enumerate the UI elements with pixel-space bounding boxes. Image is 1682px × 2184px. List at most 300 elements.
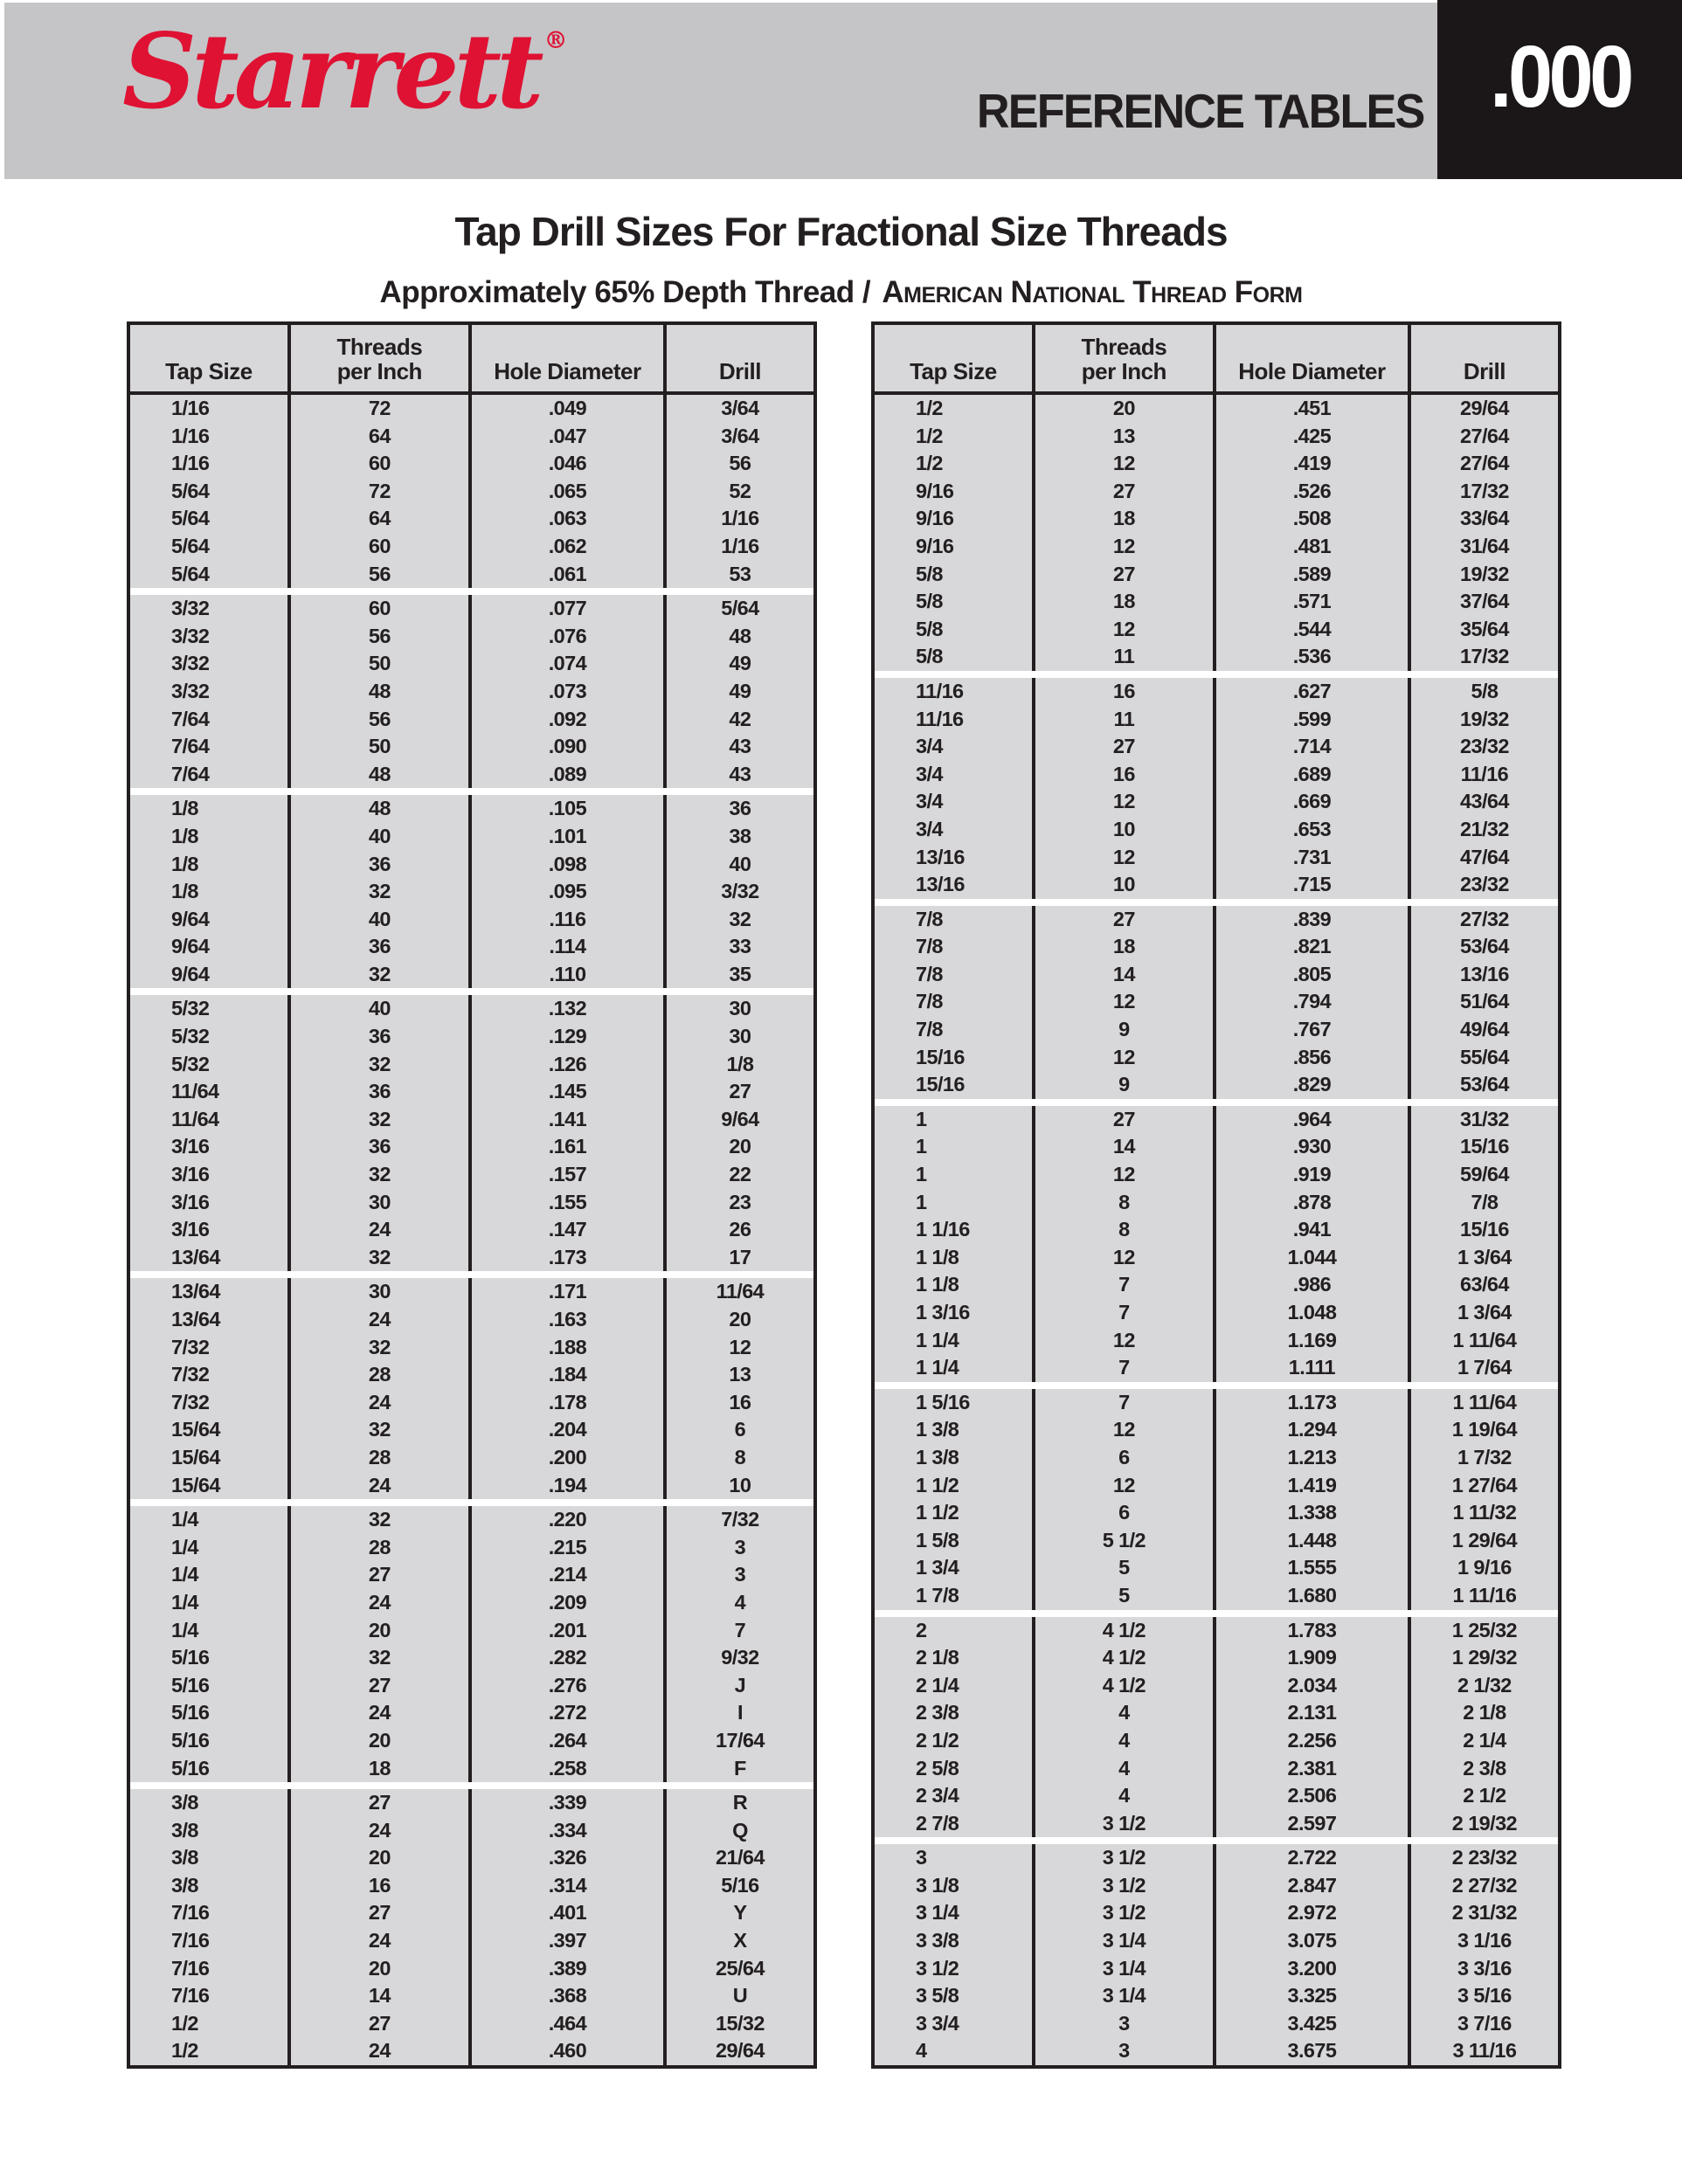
table-cell: 6 [1035,1444,1216,1472]
table-row [130,1361,813,1389]
table-cell: 2 5/8 [875,1755,1035,1783]
table-cell: 27 [291,1672,472,1700]
table-cell: 27 [291,1561,472,1589]
table-cell: 23/32 [1460,735,1509,758]
table-row [875,1644,1558,1672]
table-cell: 3/4 [875,816,1035,844]
table-cell: 28 [291,1444,472,1472]
table-cell: 28 [291,1361,472,1389]
table-row [875,1327,1558,1355]
table-cell: 15/16 [1460,1218,1509,1241]
table-cell: 27 [291,1789,472,1817]
table-cell: 5 1/2 [1035,1527,1216,1555]
table-cell: 14 [291,1982,472,2010]
table-cell: 20 [291,1955,472,1983]
table-cell: 72 [291,395,472,423]
table-row [875,1755,1558,1783]
table-cell: 1/16 [721,507,759,530]
table-cell: 11/64 [130,1078,291,1106]
table-cell: .276 [472,1672,667,1700]
table-cell: 63/64 [1460,1273,1509,1296]
table-row [130,1982,813,2010]
table-cell: 3 1/4 [1035,1927,1216,1955]
table-cell: 3/8 [130,1872,291,1900]
table-cell: 5/8 [875,588,1035,616]
table-cell: 36 [291,933,472,961]
table-cell: 1/8 [130,851,291,879]
table-row [875,706,1558,734]
table-cell: 21/32 [1460,817,1509,840]
table-cell: 16 [1035,678,1216,706]
table-cell: 1 29/64 [1451,1528,1518,1552]
table-cell: 26 [729,1218,751,1241]
table-cell: 5/64 [721,597,759,620]
table-cell: 60 [291,533,472,561]
table-cell: .204 [472,1416,667,1444]
table-row [875,423,1558,451]
table-cell: 43 [729,762,751,785]
table-cell: .669 [1216,788,1411,816]
table-row [130,933,813,961]
table-row [875,844,1558,872]
table-cell: 5/64 [130,533,291,561]
table-cell: .397 [472,1927,667,1955]
table-row [875,643,1558,671]
table-row [130,961,813,989]
group-separator [875,1382,1558,1389]
table-cell: 20 [291,1617,472,1645]
table-cell: 1 3/16 [875,1299,1035,1327]
table-cell: 27 [729,1080,751,1103]
table-cell: 9/64 [721,1107,759,1130]
table-cell: 1 25/32 [1451,1618,1518,1641]
table-cell: 1.555 [1216,1554,1411,1582]
table-row [130,561,813,589]
table-row [130,505,813,533]
table-cell: 5/32 [130,1051,291,1079]
table-cell: 1 [875,1106,1035,1134]
table-cell: .188 [472,1334,667,1362]
table-cell: .090 [472,733,667,761]
table-row [875,1244,1558,1272]
table-cell: 48 [729,624,751,647]
table-row [875,533,1558,561]
table-row [875,1106,1558,1134]
table-row [875,395,1558,423]
table-row [875,1071,1558,1099]
table-cell: 3 1/4 [875,1899,1035,1927]
table-cell: 4 [1035,1782,1216,1810]
table-row [875,1699,1558,1727]
table-cell: .464 [472,2010,667,2038]
table-cell: 27 [1035,906,1216,934]
table-cell: 32 [291,1244,472,1272]
table-cell: 40 [729,852,751,875]
table-cell: .986 [1216,1271,1411,1299]
table-cell: .856 [1216,1044,1411,1072]
table-cell: .930 [1216,1133,1411,1161]
table-cell: 12 [1035,1244,1216,1272]
table-cell: 1 5/16 [875,1389,1035,1417]
table-cell: 40 [291,906,472,934]
table-cell: .129 [472,1023,667,1051]
table-cell: 2.722 [1216,1844,1411,1872]
table-cell: .401 [472,1899,667,1927]
table-cell: 14 [1035,1133,1216,1161]
table-cell: 23/32 [1460,873,1509,896]
table-cell: 1 3/8 [875,1444,1035,1472]
table-cell: 5/16 [721,1873,759,1897]
table-row [130,1872,813,1900]
table-cell: 1/4 [130,1589,291,1617]
table-cell: 5/16 [130,1699,291,1727]
table-cell: 22 [729,1163,751,1186]
table-cell: 3/4 [875,761,1035,789]
table-cell: 5/64 [130,561,291,589]
table-cell: 38 [729,824,751,847]
table-cell: 2 3/8 [875,1699,1035,1727]
table-cell: .451 [1216,395,1411,423]
table-cell: .074 [472,650,667,678]
table-cell: 35/64 [1460,617,1509,640]
table-cell: 64 [291,423,472,451]
table-cell: X [733,1929,747,1952]
table-cell: 24 [291,1589,472,1617]
page-tab [1437,0,1682,179]
table-cell: 27/32 [1460,907,1509,930]
table-cell: .220 [472,1506,667,1534]
table-row [130,1133,813,1161]
table-cell: .508 [1216,505,1411,533]
table-row [130,1844,813,1872]
table-cell: 3/8 [130,1844,291,1872]
table-row [130,1078,813,1106]
table-cell: 1 1/4 [875,1354,1035,1382]
table-cell: .425 [1216,423,1411,451]
table-row [875,1844,1558,1872]
table-cell: 10 [1035,816,1216,844]
table-cell: 43 [729,735,751,758]
table-cell: 29/64 [716,2039,765,2063]
table-cell: 9/64 [130,961,291,989]
table-cell: 1/16 [130,395,291,423]
table-cell: .200 [472,1444,667,1472]
table-cell: 14 [1035,961,1216,989]
table-cell: 2 1/4 [1463,1728,1506,1752]
table-cell: 5/64 [130,478,291,506]
table-cell: 6 [734,1418,746,1441]
table-cell: 32 [291,1334,472,1362]
table-cell: 1/4 [130,1617,291,1645]
table-row [875,616,1558,644]
table-cell: 18 [1035,588,1216,616]
table-cell: 40 [291,823,472,851]
table-cell: 1 9/16 [1457,1556,1512,1579]
table-cell: .526 [1216,478,1411,506]
table-row [130,1106,813,1134]
table-row [130,1244,813,1272]
table-cell: 27/64 [1460,424,1509,447]
table-row [130,2010,813,2038]
table-cell: .272 [472,1699,667,1727]
table-row [875,1617,1558,1645]
table-row [130,1617,813,1645]
table-cell: .077 [472,595,667,623]
group-separator [875,899,1558,906]
table-row [130,995,813,1023]
table-cell: 9/64 [130,933,291,961]
table-cell: 1.448 [1216,1527,1411,1555]
table-cell: 24 [291,1389,472,1417]
table-cell: 2 1/2 [875,1727,1035,1755]
table-cell: 18 [291,1755,472,1783]
table-cell: 4 1/2 [1035,1644,1216,1672]
table-cell: .878 [1216,1189,1411,1217]
table-cell: 12 [1035,1327,1216,1355]
table-row [875,906,1558,934]
table-cell: 1 1/16 [875,1216,1035,1244]
table-cell: .076 [472,623,667,651]
table-cell: 12 [1035,616,1216,644]
table-cell: 3 [734,1535,746,1559]
table-cell: 7/64 [130,761,291,789]
table-cell: 3 5/16 [1457,1984,1512,2008]
table-cell: .049 [472,395,667,423]
table-cell: .101 [472,823,667,851]
table-cell: 27 [291,2010,472,2038]
table-cell: 7/16 [130,1927,291,1955]
table-cell: 3/16 [130,1189,291,1217]
table-cell: 7/32 [130,1334,291,1362]
table-cell: 1.173 [1216,1389,1411,1417]
table-cell: 12 [1035,844,1216,872]
table-cell: 1.294 [1216,1416,1411,1444]
table-cell: 5/8 [875,561,1035,589]
table-cell: 1/2 [875,450,1035,478]
table-cell: 7/8 [1471,1190,1499,1213]
table-cell: 3 1/2 [1035,1872,1216,1900]
table-cell: .715 [1216,871,1411,899]
table-cell: 2 1/32 [1457,1673,1512,1697]
table-cell: 13 [1035,423,1216,451]
table-row [130,851,813,879]
table-cell: 2 1/2 [1463,1784,1506,1807]
table-cell: 1 [875,1189,1035,1217]
table-cell: 1 [875,1161,1035,1189]
table-cell: .481 [1216,533,1411,561]
table-cell: 36 [291,1078,472,1106]
table-cell: 27/64 [1460,452,1509,475]
table-cell: 4 [1035,1755,1216,1783]
table-cell: F [734,1756,746,1780]
table-cell: 2 19/32 [1451,1811,1518,1835]
table-row [130,1789,813,1817]
table-cell: 1/2 [875,395,1035,423]
table-cell: 2 1/4 [875,1672,1035,1700]
table-cell: 3.200 [1216,1955,1411,1983]
table-cell: 21/64 [716,1846,765,1870]
table-cell: 32 [291,1161,472,1189]
table-cell: 31/32 [1460,1107,1509,1130]
column-header: Hole Diameter [472,325,667,391]
table-cell: .047 [472,423,667,451]
table-cell: .063 [472,505,667,533]
table-row [130,1416,813,1444]
page-subtitle-prefix: Approximately 65% Depth Thread / [379,275,871,309]
table-cell: 13/64 [130,1278,291,1306]
table-cell: 7 [1035,1389,1216,1417]
table-cell: .264 [472,1727,667,1755]
group-separator [130,588,813,595]
table-cell: 2 3/4 [875,1782,1035,1810]
table-cell: 1 1/2 [875,1472,1035,1500]
table-cell: .941 [1216,1216,1411,1244]
brand-logo [122,10,568,132]
table-cell: 5/16 [130,1727,291,1755]
group-separator [875,1610,1558,1617]
group-separator [130,1499,813,1506]
table-cell: 2.256 [1216,1727,1411,1755]
table-row [875,1955,1558,1983]
table-cell: 3/32 [130,678,291,706]
table-cell: 13/16 [875,871,1035,899]
table-cell: .767 [1216,1016,1411,1044]
table-cell: 20 [729,1308,751,1330]
table-cell: 7 [1035,1299,1216,1327]
table-cell: 1.419 [1216,1472,1411,1500]
table-cell: 17/32 [1460,645,1509,668]
table-cell: 1 3/64 [1457,1245,1512,1268]
table-cell: 20 [729,1135,751,1158]
table-cell: 32 [291,1106,472,1134]
table-cell: .132 [472,995,667,1023]
table-cell: 1 11/16 [1452,1583,1517,1607]
table-cell: 11/16 [1460,762,1509,785]
tap-drill-tables [127,321,1561,2069]
table-cell: 8 [734,1445,746,1469]
table-cell: 36 [729,797,751,820]
table-cell: .829 [1216,1071,1411,1099]
table-cell: 32 [291,878,472,906]
column-header: Drill [718,357,761,384]
table-row [130,761,813,789]
table-cell: 3 3/8 [875,1927,1035,1955]
table-row [130,1334,813,1362]
table-cell: 2 3/8 [1463,1756,1506,1780]
table-cell: 3 [734,1563,746,1586]
table-cell: 35 [729,962,751,985]
table-cell: 17 [729,1245,751,1268]
table-cell: 3/32 [130,650,291,678]
table-cell: 3 1/2 [875,1955,1035,1983]
table-cell: .157 [472,1161,667,1189]
table-row [875,988,1558,1016]
table-cell: .314 [472,1872,667,1900]
table-cell: 9 [1035,1016,1216,1044]
table-cell: 33/64 [1460,507,1509,530]
table-cell: 3.325 [1216,1982,1411,2010]
table-cell: 53/64 [1460,1073,1509,1096]
table-row [130,450,813,478]
table-row [875,1982,1558,2010]
table-cell: .116 [472,906,667,934]
table-cell: 9/16 [875,505,1035,533]
table-row [130,1472,813,1500]
table-cell: 16 [291,1872,472,1900]
table-row [875,2010,1558,2038]
table-cell: 50 [291,733,472,761]
table-cell: 33 [729,935,751,958]
table-cell: 72 [291,478,472,506]
group-separator [130,1271,813,1278]
table-cell: 24 [291,1817,472,1845]
table-cell: 5/8 [875,616,1035,644]
header-band [4,3,1437,179]
table-cell: 3.675 [1216,2037,1411,2065]
table-row [130,1589,813,1617]
table-cell: 3/8 [130,1789,291,1817]
table-cell: 7 [1035,1354,1216,1382]
table-cell: 1/16 [130,450,291,478]
table-cell: 3 1/4 [1035,1982,1216,2010]
table-cell: .178 [472,1389,667,1417]
table-cell: 2.131 [1216,1699,1411,1727]
table-cell: .046 [472,450,667,478]
table-cell: 48 [291,678,472,706]
table-row [130,1189,813,1217]
table-cell: 11/16 [875,678,1035,706]
table-row [130,623,813,651]
table-cell: 1.044 [1216,1244,1411,1272]
table-row [875,1271,1558,1299]
table-cell: 36 [291,1133,472,1161]
section-title: REFERENCE TABLES [976,84,1423,138]
table-cell: 18 [1035,505,1216,533]
table-cell: 28 [291,1534,472,1562]
table-cell: 3.425 [1216,2010,1411,2038]
table-row [875,1216,1558,1244]
table-cell: .714 [1216,733,1411,761]
table-row [130,533,813,561]
table-cell: 24 [291,1306,472,1334]
table-row [130,1216,813,1244]
table-cell: .173 [472,1244,667,1272]
table-cell: 1.111 [1216,1354,1411,1382]
table-cell: 2 27/32 [1451,1873,1518,1897]
table-cell: 1 7/8 [875,1582,1035,1610]
table-cell: .964 [1216,1106,1411,1134]
table-row [130,595,813,623]
table-cell: .214 [472,1561,667,1589]
table-row [130,1561,813,1589]
table-row [875,588,1558,616]
table-cell: 27 [1035,733,1216,761]
table-cell: .194 [472,1472,667,1500]
table-cell: 1/16 [721,534,759,557]
table-row [875,1582,1558,1610]
table-cell: 4 1/2 [1035,1617,1216,1645]
table-cell: 1.680 [1216,1582,1411,1610]
table-cell: 19/32 [1460,562,1509,585]
table-cell: 32 [729,907,751,930]
table-cell: 3 1/2 [1035,1899,1216,1927]
table-cell: 2 31/32 [1451,1901,1518,1925]
table-cell: 53 [729,562,751,585]
table-cell: 48 [291,795,472,823]
table-cell: 3 3/16 [1457,1956,1512,1980]
table-cell: 9 [1035,1071,1216,1099]
table-cell: .114 [472,933,667,961]
